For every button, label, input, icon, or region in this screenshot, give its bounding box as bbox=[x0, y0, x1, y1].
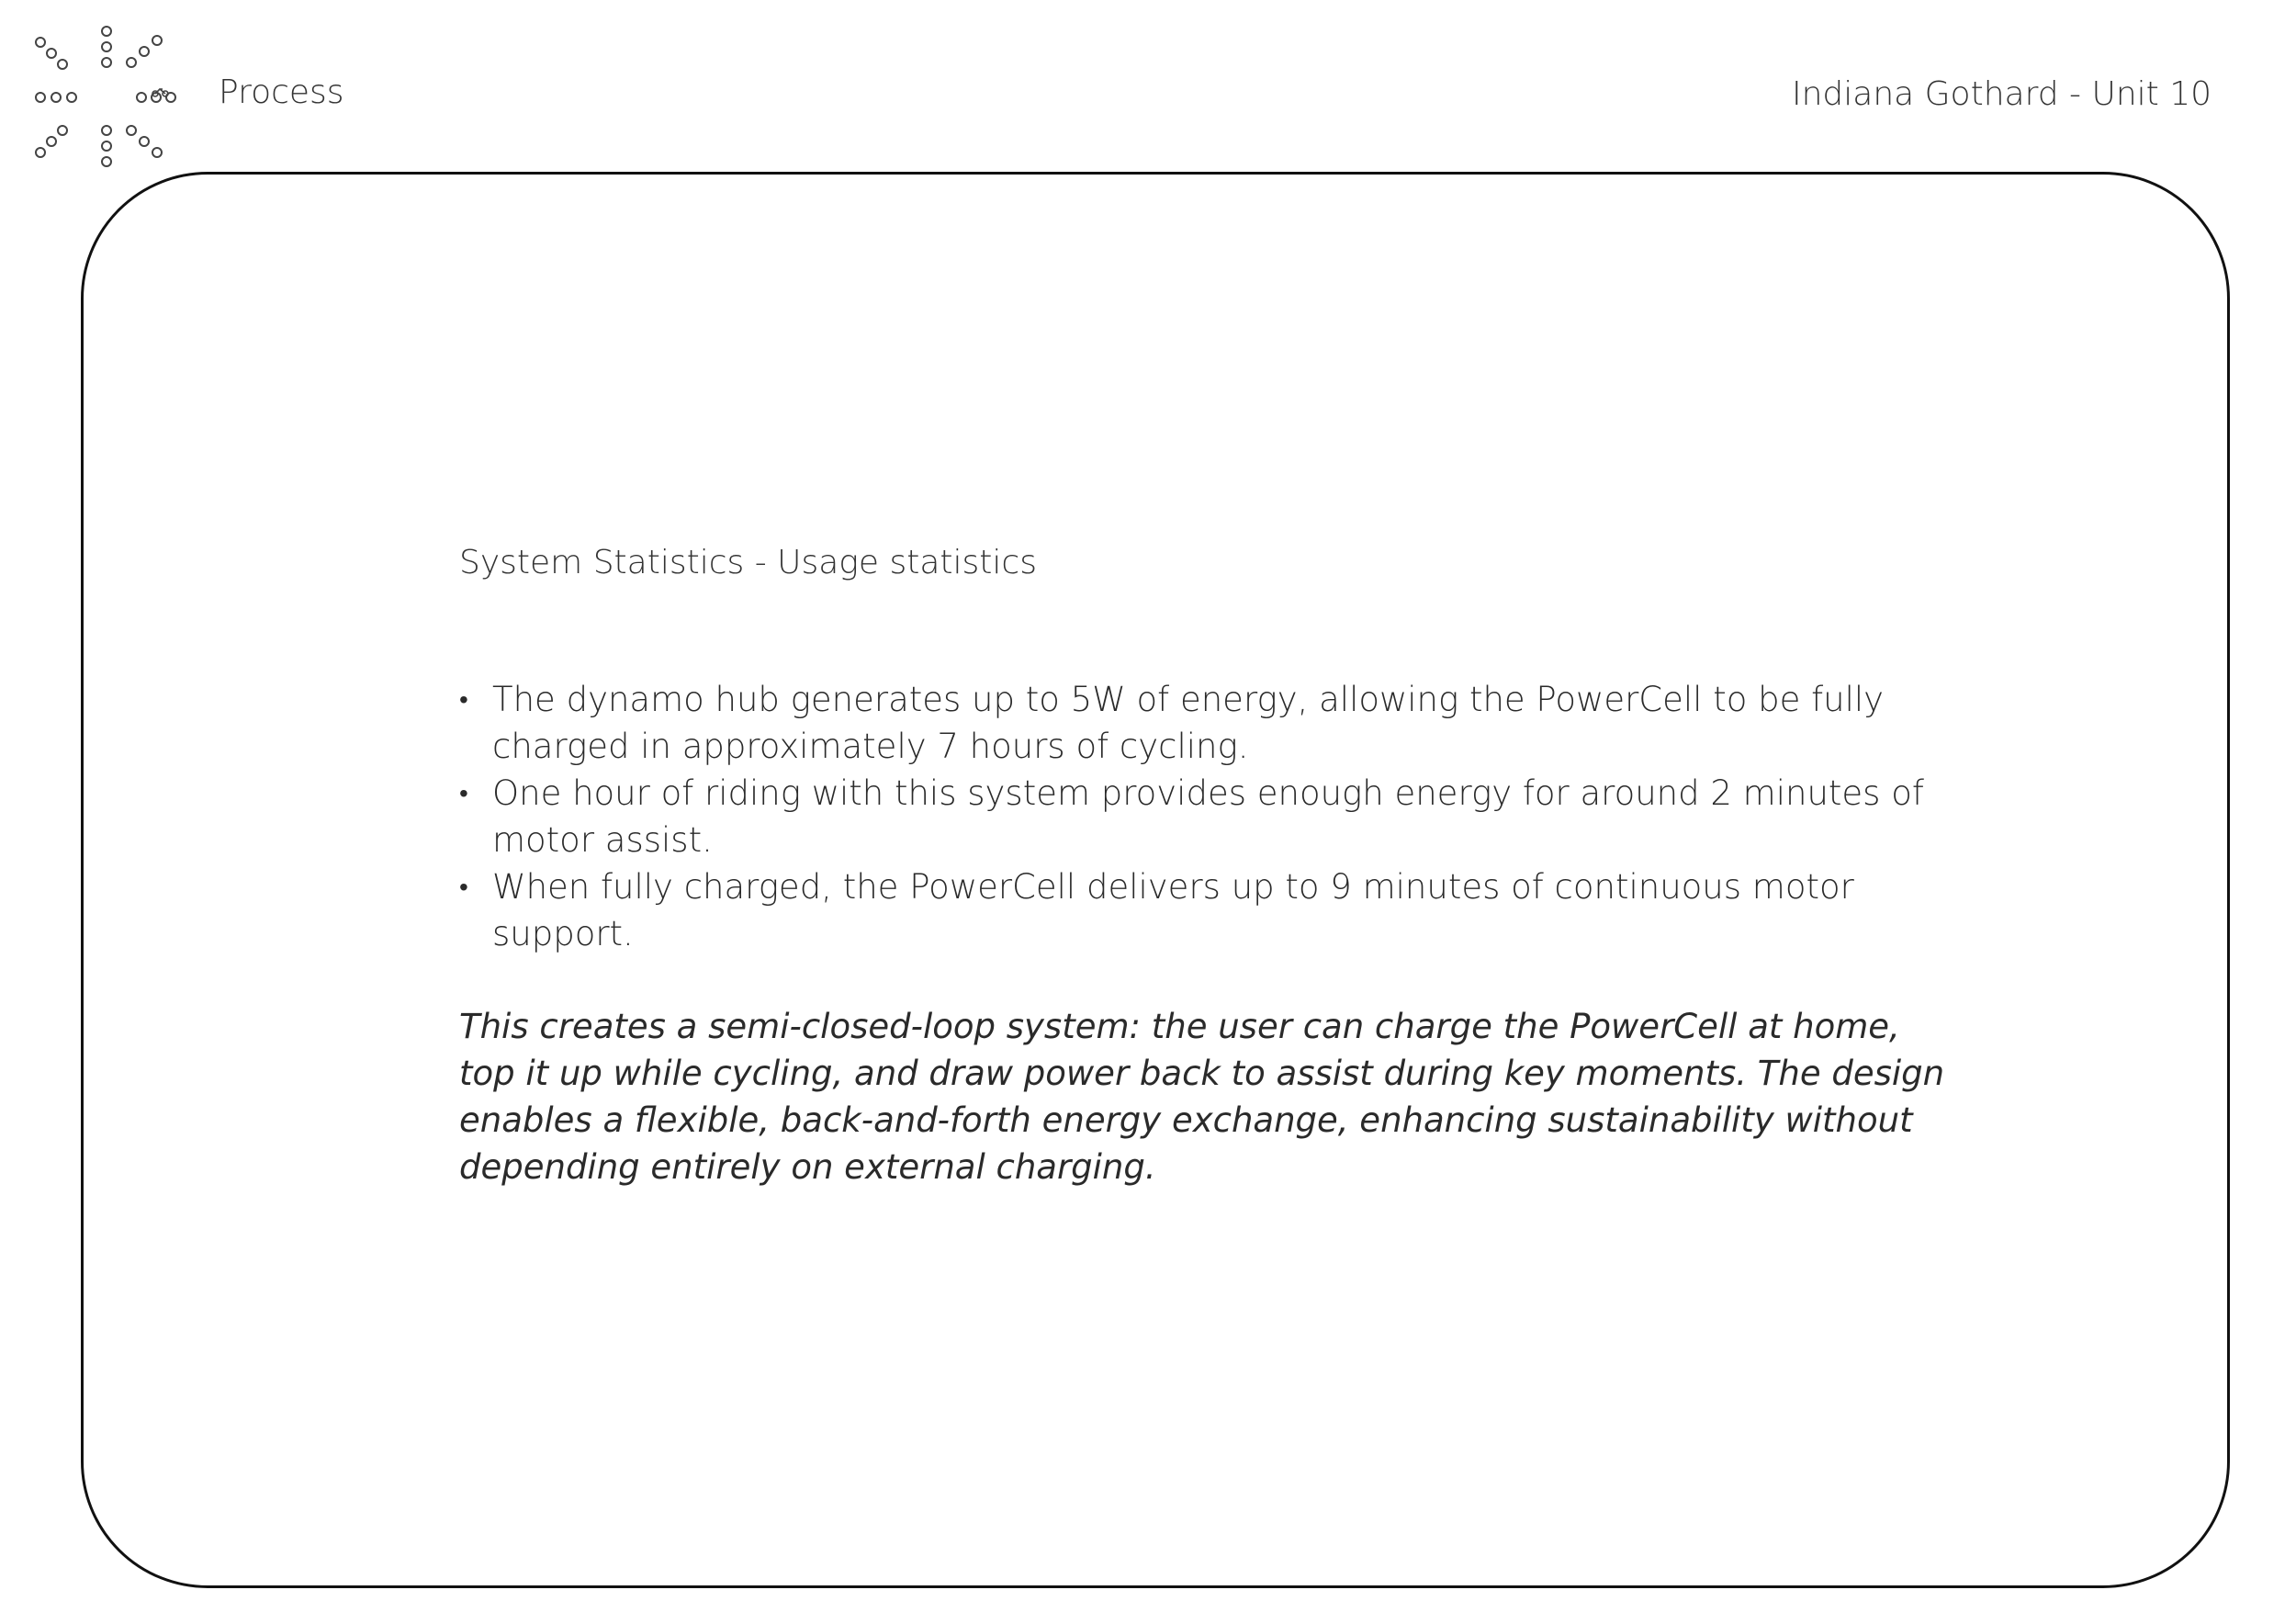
summary-paragraph: This creates a semi-closed-loop system: the user can charge the PowerCell at home, top it up while cycling, and draw power back to assist during key moments. The design enables a flexible, back-and-forth energy exchange, enhancing sustainability without depending entirely on external charging. bbox=[459, 1007, 1945, 1187]
content-block bbox=[459, 540, 1965, 1190]
author-unit-label: Indiana Gothard - Unit 10 bbox=[1791, 75, 2212, 113]
bullet-list bbox=[459, 676, 1965, 957]
content-heading: System Statistics - Usage statistics bbox=[459, 544, 1037, 581]
bullet-item: • The dynamo hub generates up to 5W of energy, allowing the PowerCell to be fully charged in approximately 7 hours of cycling. bbox=[459, 676, 1965, 770]
bullet-item: • One hour of riding with this system provides enough energy for around 2 minutes of motor assist. bbox=[459, 770, 1965, 863]
section-title: Process bbox=[219, 73, 344, 111]
bullet-item: • When fully charged, the PowerCell delivers up to 9 minutes of continuous motor support. bbox=[459, 863, 1965, 957]
dotted-circle-bike-logo-icon bbox=[31, 22, 187, 169]
